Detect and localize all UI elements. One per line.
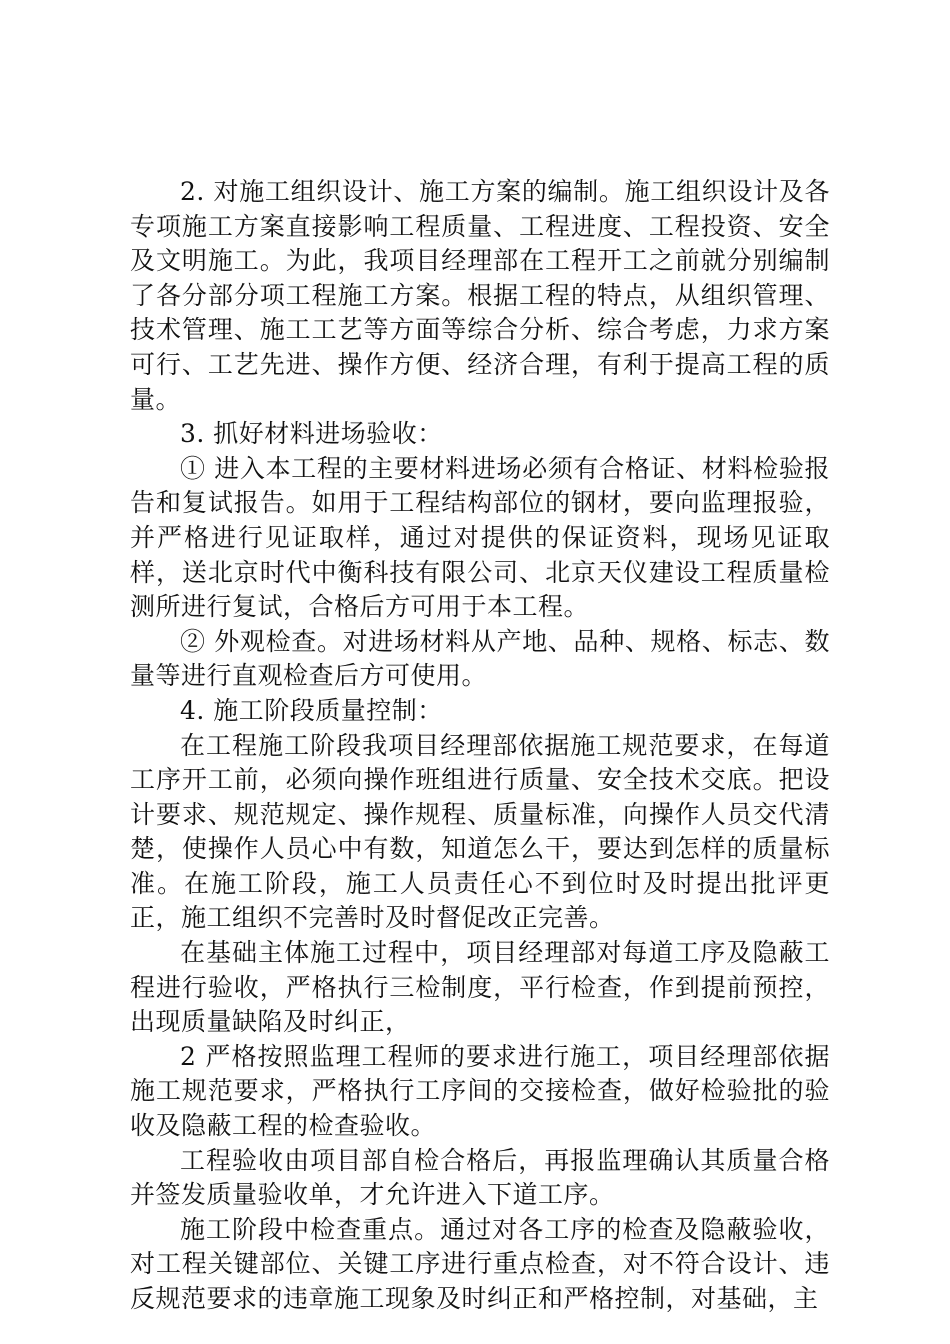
heading-quality-control: 4. 施工阶段质量控制： [180,695,443,725]
paragraph-material-certificates: ① 进入本工程的主要材料进场必须有合格证、材料检验报告和复试报告。如用于工程结构部位的钢材，要向监理报验，并严格进行见证取样，通过对提供的保证资料，现场见证取样，送北京时代中衡科技有限公司、北京天仪建设工程质量检测所进行复试，合格后方可用于本工程。 [130,453,830,622]
paragraph-supervisor-requirements: 2 严格按照监理工程师的要求进行施工，项目经理部依据施工规范要求，严格执行工序间的交接检查，做好检验批的验收及隐蔽工程的检查验收。 [130,1041,830,1141]
document-body [130,175,830,1317]
paragraph-process-acceptance: 在基础主体施工过程中，项目经理部对每道工序及隐蔽工程进行验收，严格执行三检制度，平行检查，作到提前预控，出现质量缺陷及时纠正， [130,938,830,1037]
paragraph-visual-inspection: ② 外观检查。对进场材料从产地、品种、规格、标志、数量等进行直观检查后方可使用。 [130,626,830,691]
paragraph-inspection-focus: 施工阶段中检查重点。通过对各工序的检查及隐蔽验收，对工程关键部位、关键工序进行重点检查，对不符合设计、违反规范要求的违章施工现象及时纠正和严格控制，对基础，主 [130,1214,830,1313]
heading-material-acceptance: 3. 抓好材料进场验收： [180,419,443,449]
paragraph-acceptance-procedure: 工程验收由项目部自检合格后，再报监理确认其质量合格并签发质量验收单，才允许进入下道工序。 [130,1145,830,1210]
paragraph-technical-briefing: 在工程施工阶段我项目经理部依据施工规范要求，在每道工序开工前，必须向操作班组进行质量、安全技术交底。把设计要求、规范规定、操作规程、质量标准，向操作人员交代清楚，使操作人员心中有数，知道怎么干，要达到怎样的质量标准。在施工阶段，施工人员责任心不到位时及时提出批评更正，施工组织不完善时及时督促改正完善。 [130,730,830,933]
paragraph-construction-plan: 2. 对施工组织设计、施工方案的编制。施工组织设计及各专项施工方案直接影响工程质量、工程进度、工程投资、安全及文明施工。为此，我项目经理部在工程开工之前就分别编制了各分部分项工程施工方案。根据工程的特点，从组织管理、技术管理、施工工艺等方面等综合分析、综合考虑，力求方案可行、工艺先进、操作方便、经济合理，有利于提高工程的质量。 [130,177,830,414]
